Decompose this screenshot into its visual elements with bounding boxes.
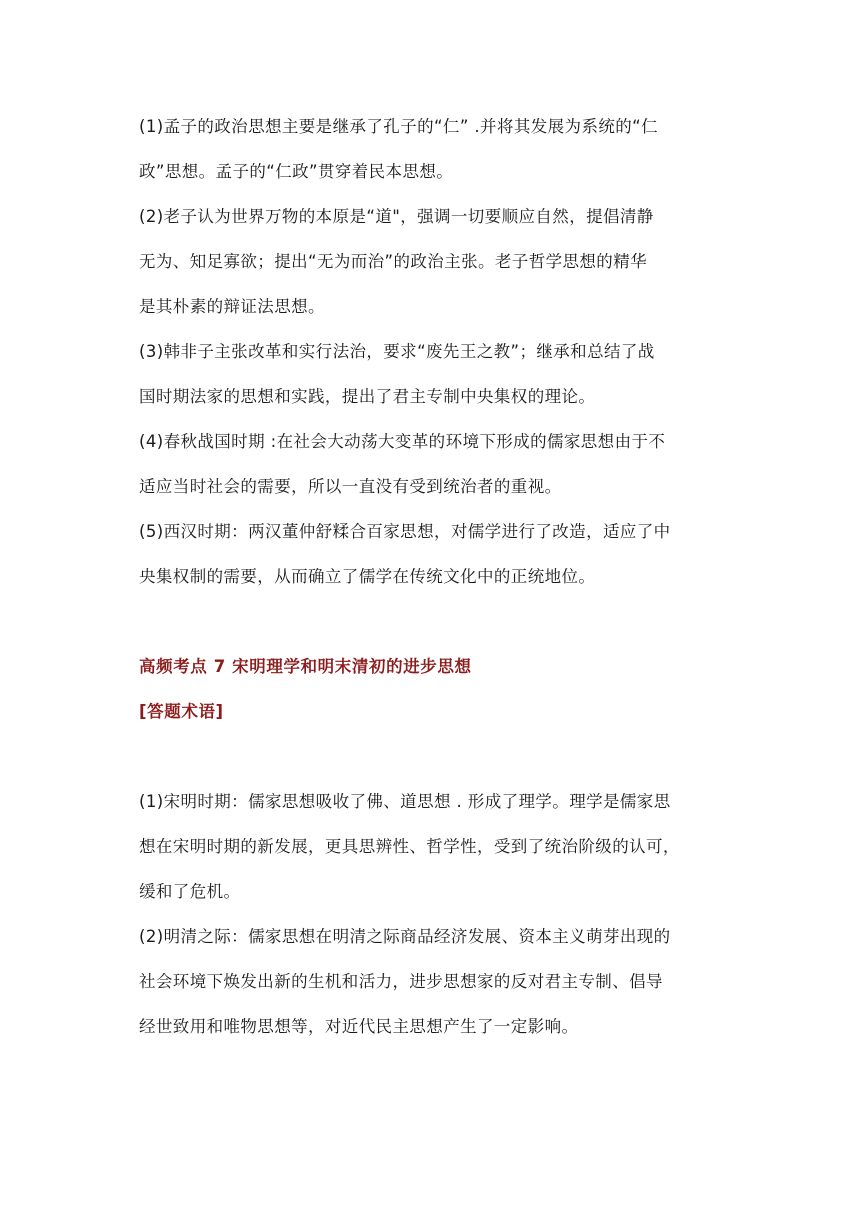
paragraph-line: 社会环境下焕发出新的生机和活力，进步思想家的反对君主专制、倡导 bbox=[139, 972, 663, 991]
paragraph-line: 无为、知足寡欲；提出“无为而治”的政治主张。老子哲学思想的精华 bbox=[139, 252, 647, 271]
paragraph-line: 政”思想。孟子的“仁政”贯穿着民本思想。 bbox=[139, 162, 454, 181]
document-page bbox=[139, 104, 725, 1049]
paragraph-line: 经世致用和唯物思想等，对近代民主思想产生了一定影响。 bbox=[139, 1017, 579, 1036]
paragraph-line: 缓和了危机。 bbox=[139, 882, 241, 901]
spacer bbox=[139, 734, 725, 779]
paragraph-line: (1)宋明时期：儒家思想吸收了佛、道思想 . 形成了理学。理学是儒家思 bbox=[139, 792, 671, 811]
section-heading: 高频考点 7 宋明理学和明末清初的进步思想 bbox=[139, 657, 472, 676]
paragraph-line: (1)孟子的政治思想主要是继承了孔子的“仁” .并将其发展为系统的“仁 bbox=[139, 117, 659, 136]
paragraph-line: 适应当时社会的需要，所以一直没有受到统治者的重视。 bbox=[139, 477, 562, 496]
paragraph-line: (5)西汉时期：两汉董仲舒糅合百家思想，对儒学进行了改造，适应了中 bbox=[139, 522, 671, 541]
paragraph-line: 想在宋明时期的新发展，更具思辨性、哲学性，受到了统治阶级的认可， bbox=[139, 837, 680, 856]
section-1-body bbox=[139, 104, 725, 599]
answer-terms-label: [答题术语] bbox=[139, 702, 224, 721]
paragraph-line: 是其朴素的辩证法思想。 bbox=[139, 297, 325, 316]
paragraph-line: 国时期法家的思想和实践，提出了君主专制中央集权的理论。 bbox=[139, 387, 596, 406]
paragraph-line: 央集权制的需要，从而确立了儒学在传统文化中的正统地位。 bbox=[139, 567, 596, 586]
paragraph-line: (2)明清之际：儒家思想在明清之际商品经济发展、资本主义萌芽出现的 bbox=[139, 927, 671, 946]
spacer bbox=[139, 599, 725, 644]
paragraph-line: (3)韩非子主张改革和实行法治，要求“废先王之教”；继承和总结了战 bbox=[139, 342, 655, 361]
paragraph-line: (2)老子认为世界万物的本原是“道"，强调一切要顺应自然，提倡清静 bbox=[139, 207, 654, 226]
section-2-body bbox=[139, 779, 725, 1049]
paragraph-line: (4)春秋战国时期 :在社会大动荡大变革的环境下形成的儒家思想由于不 bbox=[139, 432, 666, 451]
